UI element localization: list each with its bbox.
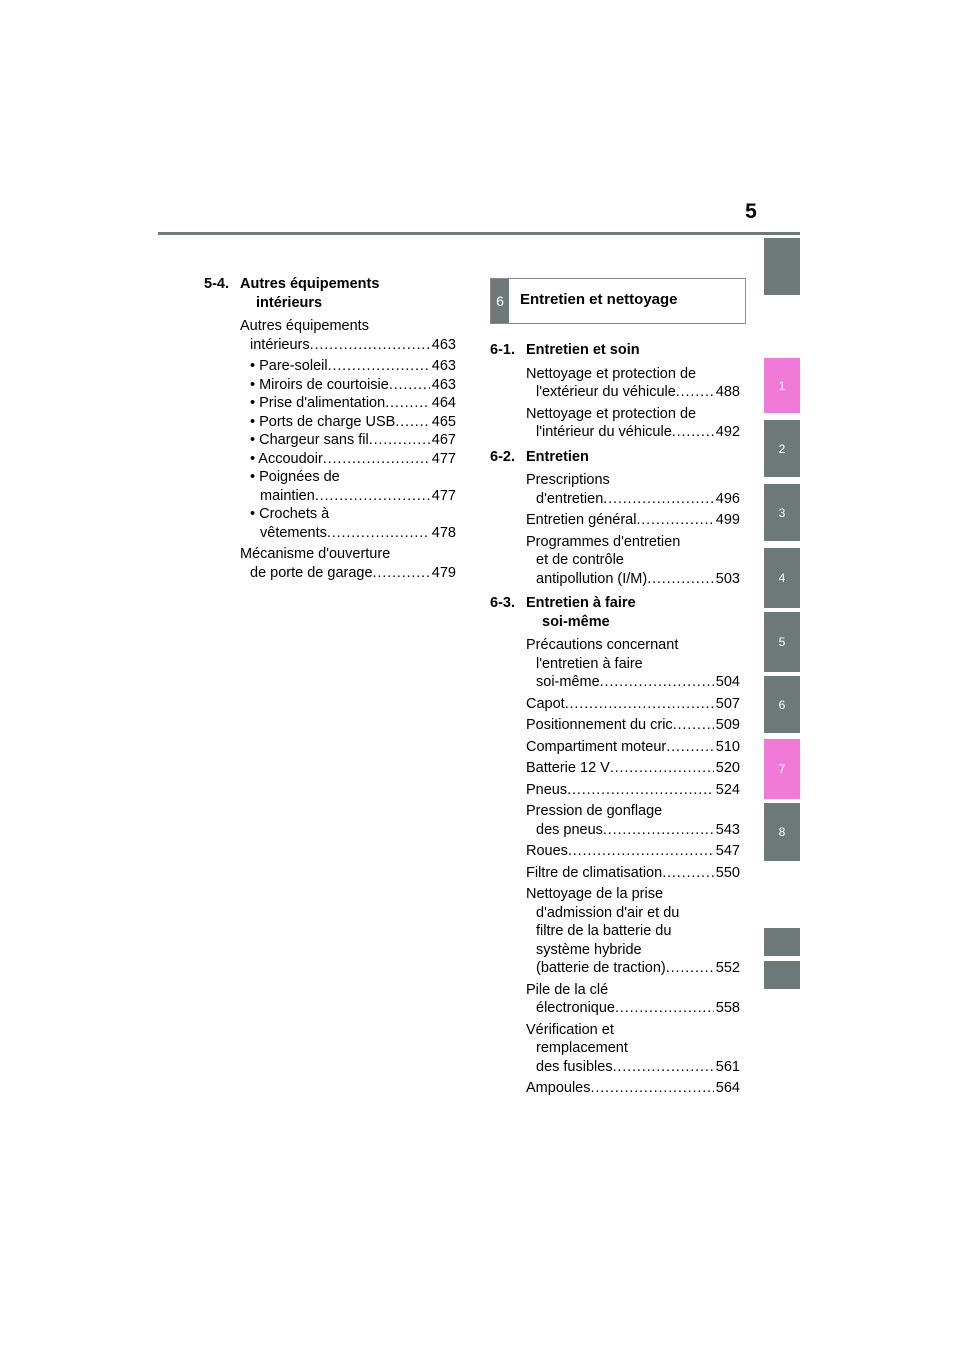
chapter-header — [490, 278, 746, 324]
section-heading: 6-3. Entretien à faire soi-même — [490, 595, 636, 630]
page-ref: 496 — [715, 490, 740, 507]
side-tab-blank-2[interactable] — [764, 961, 800, 989]
chapter-title: Entretien et nettoyage — [520, 291, 678, 308]
page-ref: 550 — [715, 864, 740, 881]
toc-entry[interactable]: Compartiment moteur . . . 510 — [526, 738, 740, 757]
side-tab-3[interactable]: 3 — [764, 484, 800, 541]
page-ref: 558 — [715, 1000, 740, 1016]
page-ref: 547 — [715, 843, 740, 859]
side-tab-4[interactable]: 4 — [764, 548, 800, 608]
toc-entry[interactable]: Roues . . . 547 — [526, 842, 740, 861]
page-ref: 478 — [431, 524, 456, 541]
toc-subentry[interactable]: • Poignées de maintien . . . 477 — [240, 468, 456, 505]
page-ref: 479 — [431, 564, 456, 581]
toc-subentry[interactable]: • Accoudoir . . . 477 — [240, 450, 456, 469]
side-tab-7[interactable]: 7 — [764, 739, 800, 799]
side-tab-2[interactable]: 2 — [764, 420, 800, 477]
page-ref: 488 — [715, 384, 740, 400]
page-number: 5 — [745, 200, 757, 223]
side-tab-6[interactable]: 6 — [764, 676, 800, 733]
toc-subentry[interactable]: • Crochets à vêtements . . . 478 — [240, 505, 456, 542]
page-ref: 507 — [715, 695, 740, 712]
side-tab-1[interactable]: 1 — [764, 358, 800, 413]
page-ref: 524 — [715, 781, 740, 798]
page-ref: 564 — [715, 1080, 740, 1096]
page-ref: 520 — [715, 760, 740, 776]
page-ref: 463 — [431, 336, 456, 353]
toc-entry[interactable]: Autres équipements intérieurs . . . 463 — [240, 317, 456, 354]
header-rule — [158, 232, 800, 235]
section-heading: 6-1. Entretien et soin — [490, 342, 640, 358]
right-column — [490, 341, 740, 1101]
section-number: 6-1. — [490, 342, 515, 358]
toc-entry[interactable]: Nettoyage et protection de l'intérieur du véhicule . . . 492 — [526, 405, 740, 442]
section-heading: 5-4. Autres équipements intérieurs — [204, 276, 380, 311]
page-ref: 463 — [431, 376, 456, 393]
toc-subentry[interactable]: • Ports de charge USB . . . 465 — [240, 413, 456, 432]
page-ref: 492 — [715, 424, 740, 440]
section-heading: 6-2. Entretien — [490, 448, 589, 465]
side-tab-8[interactable]: 8 — [764, 803, 800, 861]
toc-entry[interactable]: Pneus . . . 524 — [526, 781, 740, 800]
toc-entry[interactable]: Filtre de climatisation . . . 550 — [526, 864, 740, 883]
page-ref: 477 — [431, 487, 456, 504]
section-number: 6-3. — [490, 595, 515, 611]
toc-subentry[interactable]: • Miroirs de courtoisie . . . 463 — [240, 376, 456, 395]
side-tab-5[interactable]: 5 — [764, 612, 800, 672]
toc-entry[interactable]: Ampoules . . . 564 — [526, 1079, 740, 1098]
chapter-number: 6 — [491, 279, 509, 323]
toc-entry[interactable]: Batterie 12 V . . . 520 — [526, 759, 740, 778]
toc-entry[interactable]: Capot . . . 507 — [526, 695, 740, 714]
page-ref: 467 — [431, 432, 456, 448]
toc-entry[interactable]: Positionnement du cric . . . 509 — [526, 716, 740, 735]
toc-subentry[interactable]: • Pare-soleil . . . 463 — [240, 357, 456, 376]
toc-entry[interactable]: Pile de la clé électronique . . . 558 — [526, 981, 740, 1018]
page-ref: 561 — [715, 1058, 740, 1075]
page-ref: 543 — [715, 821, 740, 838]
toc-entry[interactable]: Programmes d'entretien et de contrôle antipollution (I/M) . . . 503 — [526, 533, 740, 589]
page-ref: 509 — [715, 717, 740, 733]
page-ref: 465 — [431, 413, 456, 430]
toc-entry[interactable]: Vérification et remplacement des fusibles . . . 561 — [526, 1021, 740, 1077]
page-ref: 510 — [715, 738, 740, 755]
page-ref: 499 — [715, 512, 740, 528]
toc-entry[interactable]: Nettoyage et protection de l'extérieur du véhicule . . . 488 — [526, 365, 740, 402]
page-ref: 503 — [715, 570, 740, 587]
page-ref: 477 — [431, 450, 456, 467]
toc-entry[interactable]: Mécanisme d'ouverture de porte de garage . . . 479 — [240, 545, 456, 582]
page-ref: 504 — [715, 674, 740, 690]
toc-subentry[interactable]: • Chargeur sans fil . . . 467 — [240, 431, 456, 450]
section-number: 6-2. — [490, 448, 515, 465]
side-tab-blank-1[interactable] — [764, 928, 800, 956]
toc-entry[interactable]: Entretien général . . . 499 — [526, 511, 740, 530]
page-ref: 463 — [431, 358, 456, 374]
left-column — [204, 275, 456, 585]
page-ref: 552 — [715, 960, 740, 976]
side-tab-blank-top[interactable] — [764, 238, 800, 295]
toc-entry[interactable]: Pression de gonflage des pneus . . . 543 — [526, 802, 740, 839]
page-ref: 464 — [431, 395, 456, 411]
section-number: 5-4. — [204, 276, 229, 292]
toc-entry[interactable]: Nettoyage de la prise d'admission d'air et du filtre de la batterie du système hybride (batterie de traction) . . . 552 — [526, 885, 740, 978]
toc-entry[interactable]: Prescriptions d'entretien . . . 496 — [526, 471, 740, 508]
toc-entry[interactable]: Précautions concernant l'entretien à faire soi-même . . . 504 — [526, 636, 740, 692]
toc-subentry[interactable]: • Prise d'alimentation . . . 464 — [240, 394, 456, 413]
